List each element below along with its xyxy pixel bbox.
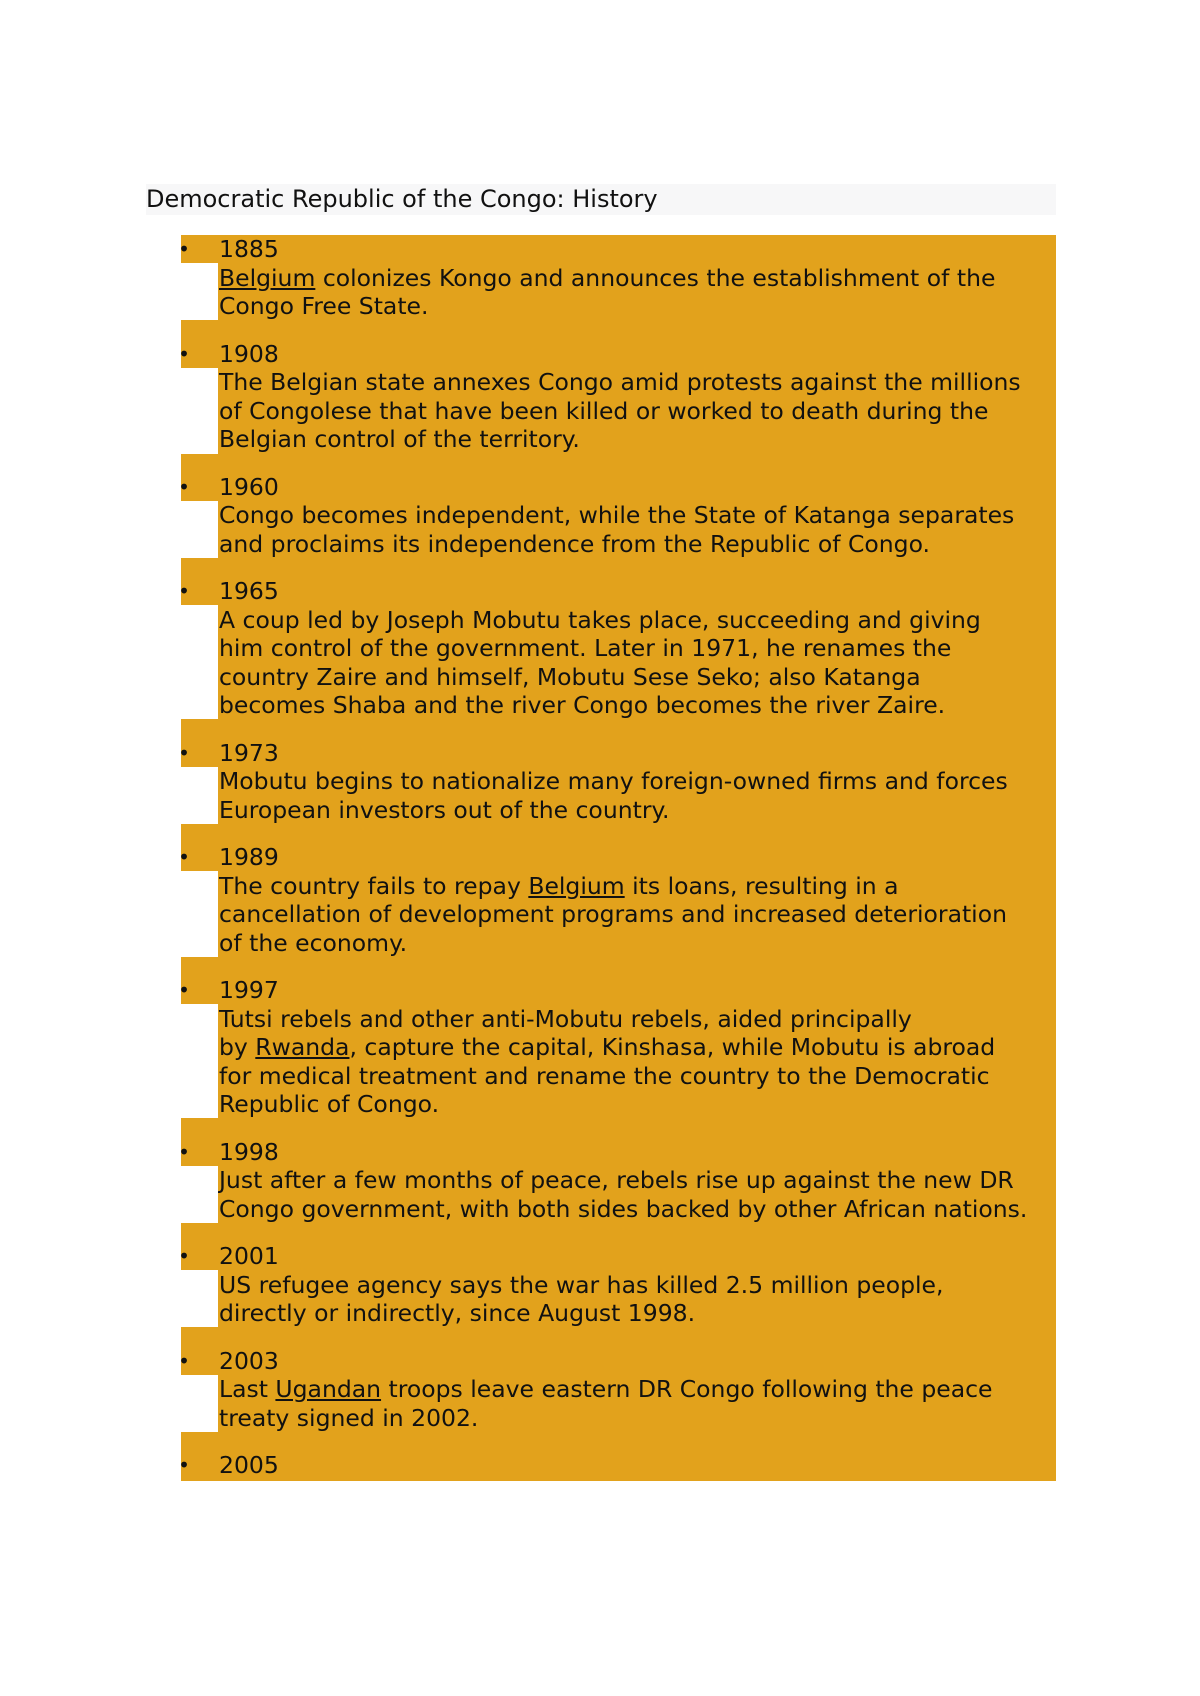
- entry-description: [219, 872, 1056, 958]
- entry-indent: [181, 1166, 218, 1223]
- bullet-icon: •: [178, 1244, 190, 1268]
- entry-indent: [181, 1375, 218, 1432]
- entry-text: Last: [219, 1375, 276, 1403]
- entry-text: The Belgian state annexes Congo amid protests against the millions of Congolese that have been killed or worked to death during the Belgian control of the territory.: [219, 368, 1021, 453]
- entry-year: 1965: [181, 577, 1056, 606]
- entry-year: 1960: [181, 473, 1056, 502]
- entry-description: [219, 1005, 1056, 1119]
- bullet-icon: •: [178, 1139, 190, 1164]
- timeline-entry-1885: [178, 235, 1056, 321]
- entry-text: Mobutu begins to nationalize many foreign-owned firms and forces European investors out of the country.: [219, 767, 1008, 824]
- entry-text: Congo becomes independent, while the State of Katanga separates and proclaims its independence from the Republic of Congo.: [219, 501, 1015, 558]
- entry-indent: [181, 1004, 218, 1118]
- country-link-belgium[interactable]: Belgium: [528, 871, 625, 900]
- timeline-entry-2001: [178, 1242, 1056, 1328]
- entry-description: [219, 1375, 1056, 1432]
- entry-text: The country fails to repay: [219, 871, 529, 900]
- entry-year: 2005: [181, 1451, 1056, 1480]
- entry-description: [219, 368, 1056, 454]
- timeline-entry-2005: [178, 1451, 1056, 1480]
- entry-indent: [181, 605, 218, 719]
- timeline-entry-1989: [178, 843, 1056, 957]
- bullet-icon: •: [178, 579, 190, 603]
- timeline-entry-1960: [178, 472, 1056, 559]
- entry-year: 1998: [181, 1138, 1056, 1167]
- country-link-belgium[interactable]: Belgium: [219, 263, 316, 292]
- timeline-entry-1997: [178, 976, 1056, 1119]
- bullet-icon: •: [178, 474, 190, 499]
- entry-text: Just after a few months of peace, rebels rise up against the new DR Congo government, with both sides backed by other African nations.: [219, 1166, 1028, 1223]
- timeline-entry-1965: [178, 577, 1056, 720]
- timeline-entry-1998: [178, 1137, 1056, 1224]
- bullet-icon: •: [178, 1348, 190, 1373]
- entry-year: 1997: [181, 976, 1056, 1005]
- bullet-icon: •: [178, 978, 190, 1002]
- timeline-entry-2003: [178, 1346, 1056, 1433]
- bullet-icon: •: [178, 341, 190, 366]
- entry-text: Tutsi rebels and other anti-Mobutu rebels, aided principally by: [219, 1004, 912, 1061]
- history-timeline: [178, 235, 1056, 1481]
- entry-description: [219, 501, 1056, 558]
- entry-text: troops leave eastern DR Congo following the peace treaty signed in 2002.: [219, 1375, 993, 1432]
- page-title: Democratic Republic of the Congo: History: [146, 184, 1056, 215]
- entry-year: 1885: [181, 235, 1056, 264]
- country-link-ugandan[interactable]: Ugandan: [275, 1375, 382, 1403]
- timeline-entry-1973: [178, 738, 1056, 825]
- entry-text: , capture the capital, Kinshasa, while Mobutu is abroad for medical treatment and rename the country to the Democratic Republic of Congo.: [219, 1033, 996, 1118]
- entry-year: 2003: [181, 1347, 1056, 1376]
- entry-year: 2001: [181, 1242, 1056, 1271]
- bullet-icon: •: [178, 845, 190, 869]
- entry-year: 1989: [181, 843, 1056, 872]
- bullet-icon: •: [178, 237, 190, 261]
- entry-text: US refugee agency says the war has killed 2.5 million people, directly or indirectly, since August 1998.: [219, 1270, 944, 1327]
- bullet-icon: •: [178, 740, 190, 765]
- timeline-entry-1908: [178, 339, 1056, 454]
- entry-description: [219, 767, 1056, 824]
- entry-year: 1908: [181, 340, 1056, 369]
- entry-indent: [181, 501, 218, 558]
- country-link-rwanda[interactable]: Rwanda: [255, 1033, 350, 1061]
- entry-indent: [181, 871, 218, 957]
- entry-indent: [181, 1270, 218, 1327]
- entry-text: A coup led by Joseph Mobutu takes place, succeeding and giving him control of the government. Later in 1971, he renames the country Zaire and himself, Mobutu Sese Seko; also Katanga becomes Shaba and the river Congo becomes the river Zaire.: [219, 605, 981, 719]
- bullet-icon: •: [178, 1453, 190, 1477]
- entry-year: 1973: [181, 739, 1056, 768]
- entry-text: its loans, resulting in a cancellation of development programs and increased deterioration of the economy.: [219, 871, 1007, 957]
- entry-indent: [181, 767, 218, 824]
- entry-description: [219, 264, 1056, 321]
- entry-indent: [181, 263, 218, 320]
- entry-description: [219, 1271, 1056, 1328]
- entry-description: [219, 606, 1056, 720]
- entry-description: [219, 1166, 1056, 1223]
- entry-indent: [181, 368, 218, 454]
- entry-text: colonizes Kongo and announces the establishment of the Congo Free State.: [219, 263, 996, 320]
